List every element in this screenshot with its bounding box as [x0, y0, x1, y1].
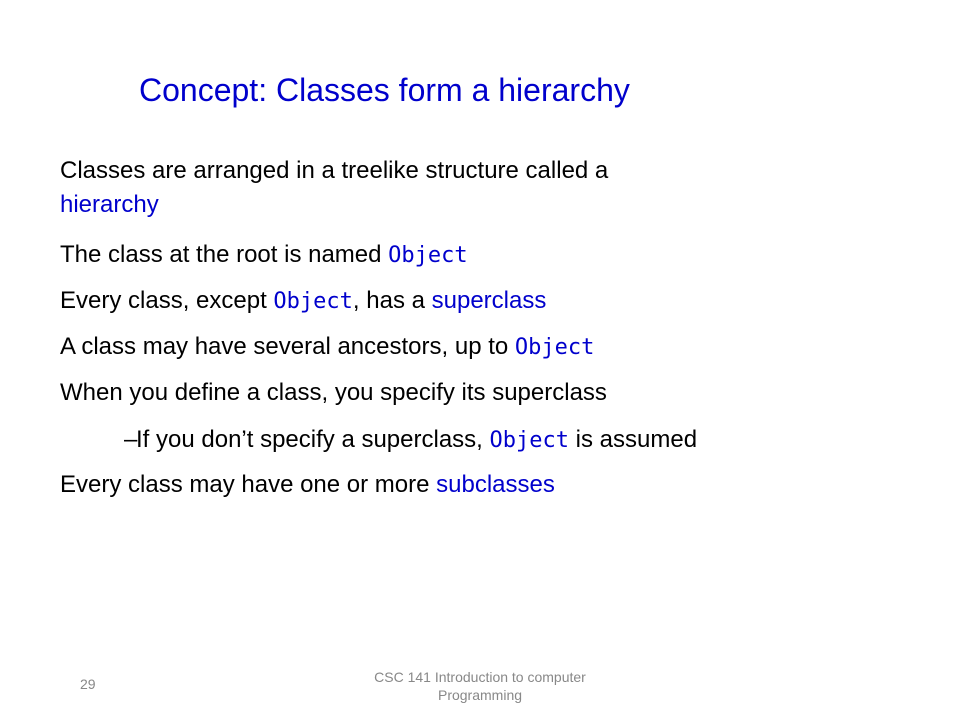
sub-bullet-1-text-a: If you don’t specify a superclass,: [136, 426, 490, 453]
term-hierarchy: hierarchy: [60, 191, 159, 218]
bullet-3-text-b: , has a: [352, 287, 432, 314]
bullet-1: [60, 156, 608, 186]
footer-line-2: Programming: [437, 687, 523, 703]
bullet-2-text: The class at the root is named: [60, 241, 389, 268]
bullet-1-continuation: [60, 190, 159, 220]
bullet-6-text: Every class may have one or more: [60, 471, 437, 498]
bullet-5: [60, 378, 607, 408]
sub-bullet-1-text-b: is assumed: [569, 426, 698, 453]
code-object: Object: [388, 243, 468, 268]
slide-footer: [360, 668, 600, 704]
bullet-1-text: Classes are arranged in a treelike structure called a: [60, 157, 609, 184]
bullet-4: [60, 332, 594, 363]
footer-line-1: CSC 141 Introduction to computer: [374, 669, 586, 685]
bullet-4-text: A class may have several ancestors, up to: [60, 333, 515, 360]
code-object: Object: [514, 335, 595, 360]
slide-title: Concept: Classes form a hierarchy: [139, 72, 630, 108]
slide-number: 29: [80, 676, 96, 692]
bullet-6: [60, 470, 555, 500]
code-object: Object: [489, 428, 569, 453]
bullet-3-text-a: Every class, except: [60, 287, 274, 314]
term-superclass: superclass: [431, 287, 547, 314]
bullet-5-text: When you define a class, you specify its superclass: [60, 379, 607, 406]
bullet-3: [60, 286, 546, 317]
code-object: Object: [273, 289, 353, 314]
term-subclasses: subclasses: [436, 471, 555, 498]
dash-bullet-icon: –: [124, 426, 138, 453]
bullet-2: [60, 240, 468, 271]
sub-bullet-1-content: [136, 425, 697, 456]
